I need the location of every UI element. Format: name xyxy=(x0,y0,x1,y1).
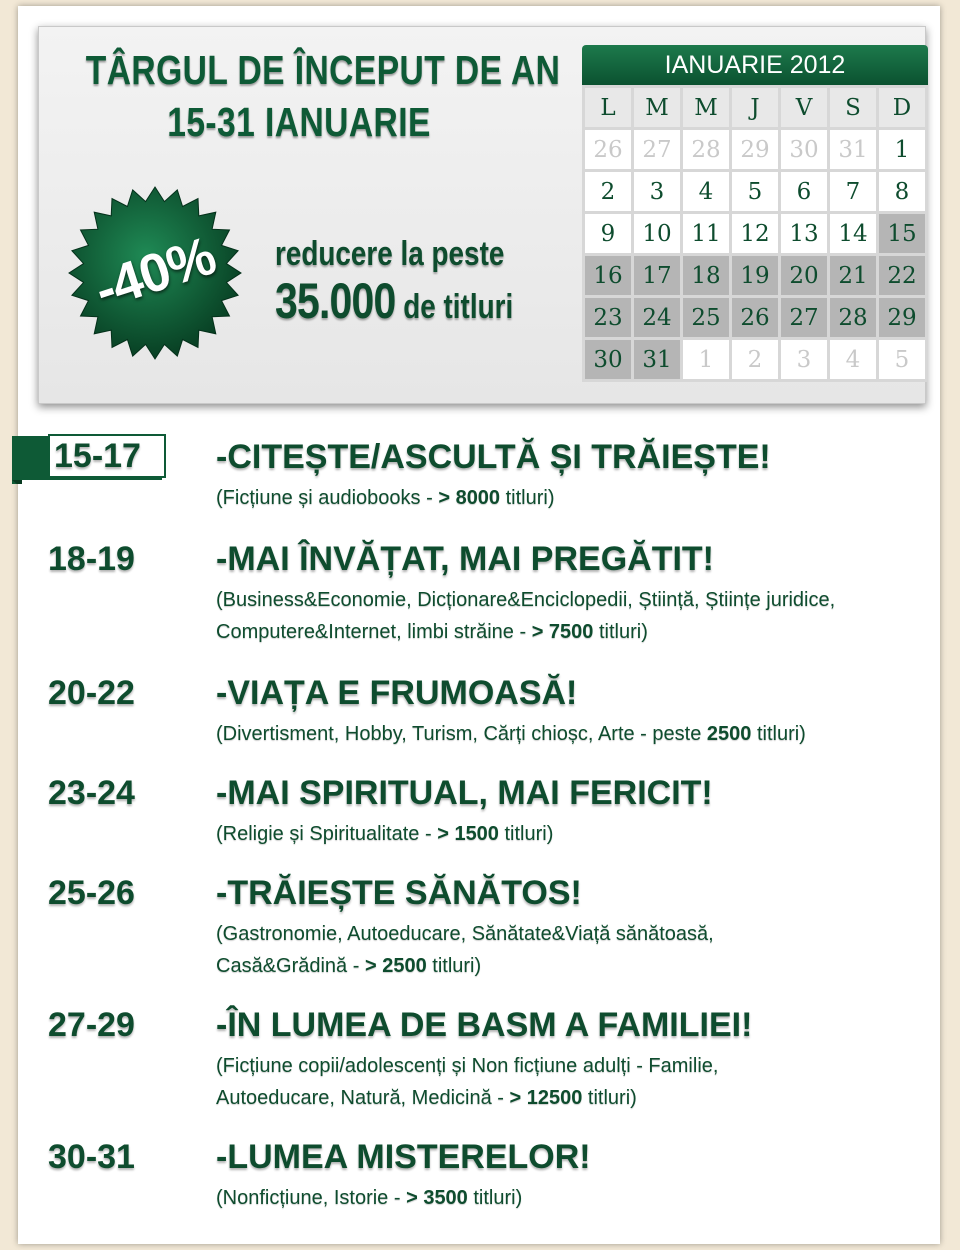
event-description-line xyxy=(216,584,934,616)
calendar-day: 31 xyxy=(830,130,876,169)
calendar-day: 24 xyxy=(634,298,680,337)
calendar-day: 15 xyxy=(879,214,925,253)
event-title: -MAI ÎNVĂȚAT, MAI PREGĂTIT! xyxy=(216,540,714,578)
calendar-day: 28 xyxy=(830,298,876,337)
event-description-line xyxy=(216,1182,934,1214)
calendar-day: 17 xyxy=(634,256,680,295)
event-date-range: 27-29 xyxy=(48,1006,135,1044)
discount-badge-text: -40% xyxy=(87,225,223,321)
calendar-day: 27 xyxy=(634,130,680,169)
description-text: Autoeducare, Natură, Medicină - xyxy=(216,1087,510,1109)
calendar-weekday-header: D xyxy=(879,88,925,127)
description-text: (Business&Economie, Dicționare&Enciclopedii, Știință, Științe juridice, xyxy=(216,589,836,611)
event-title: -LUMEA MISTERELOR! xyxy=(216,1138,591,1176)
titles-count: > 2500 xyxy=(364,955,427,977)
calendar-day: 19 xyxy=(732,256,778,295)
description-text: Casă&Grădină - xyxy=(216,955,365,977)
event-date-range: 20-22 xyxy=(48,674,135,712)
event-description-line xyxy=(216,482,934,514)
description-text: (Ficțiune copii/adolescenți și Non ficțiune adulți - Familie, xyxy=(216,1055,719,1077)
description-text: (Ficțiune și audiobooks - xyxy=(216,487,439,509)
calendar-day: 18 xyxy=(683,256,729,295)
event-description-line xyxy=(216,950,934,982)
description-text: titluri) xyxy=(751,723,806,745)
calendar-day: 12 xyxy=(732,214,778,253)
titles-count: > 12500 xyxy=(509,1087,583,1109)
description-text: (Gastronomie, Autoeducare, Sănătate&Viață sănătoasă, xyxy=(216,923,714,945)
event-date-range: 18-19 xyxy=(48,540,135,578)
discount-titles-line xyxy=(275,272,521,330)
calendar-day: 23 xyxy=(585,298,631,337)
calendar-weekday-header: V xyxy=(781,88,827,127)
calendar-weekday-header: S xyxy=(830,88,876,127)
event-title: -MAI SPIRITUAL, MAI FERICIT! xyxy=(216,774,713,812)
event-description-line xyxy=(216,918,934,950)
description-text: titluri) xyxy=(582,1087,637,1109)
calendar-day: 13 xyxy=(781,214,827,253)
calendar-day: 29 xyxy=(879,298,925,337)
calendar-day: 26 xyxy=(585,130,631,169)
calendar-day: 22 xyxy=(879,256,925,295)
calendar-month-title: IANUARIE 2012 xyxy=(582,45,928,85)
event-description-line xyxy=(216,718,934,750)
calendar-day: 21 xyxy=(830,256,876,295)
event-title: -TRĂIEȘTE SĂNĂTOS! xyxy=(216,874,582,912)
description-text: (Nonficțiune, Istorie - xyxy=(216,1187,407,1209)
discount-line: reducere la peste xyxy=(275,235,505,273)
event-description xyxy=(216,1050,934,1114)
titles-count: > 8000 xyxy=(438,487,501,509)
description-text: titluri) xyxy=(426,955,482,977)
calendar-day: 5 xyxy=(879,340,925,379)
calendar-day: 4 xyxy=(683,172,729,211)
titles-suffix: de titluri xyxy=(403,288,514,326)
calendar-day: 3 xyxy=(634,172,680,211)
calendar-day: 4 xyxy=(830,340,876,379)
event-description xyxy=(216,1182,934,1214)
event-date-range: 30-31 xyxy=(48,1138,135,1176)
promo-banner xyxy=(38,26,926,404)
event-description xyxy=(216,482,934,514)
event-title: -VIAȚA E FRUMOASĂ! xyxy=(216,674,578,712)
calendar-day: 29 xyxy=(732,130,778,169)
calendar-day: 6 xyxy=(781,172,827,211)
titles-count: > 1500 xyxy=(437,823,499,845)
description-text: titluri) xyxy=(500,487,555,509)
calendar-day: 1 xyxy=(879,130,925,169)
calendar-weekday-header: L xyxy=(585,88,631,127)
titles-count: > 7500 xyxy=(531,621,594,643)
banner-date-range: 15-31 IANUARIE xyxy=(167,99,431,145)
calendar-day: 1 xyxy=(683,340,729,379)
calendar-day: 20 xyxy=(781,256,827,295)
calendar-day: 10 xyxy=(634,214,680,253)
calendar-day: 28 xyxy=(683,130,729,169)
event-date-range: 25-26 xyxy=(48,874,135,912)
calendar-day: 2 xyxy=(732,340,778,379)
description-text: Computere&Internet, limbi străine - xyxy=(216,621,532,643)
calendar-weekday-header: J xyxy=(732,88,778,127)
event-date-range: 15-17 xyxy=(48,434,166,478)
event-date-range: 23-24 xyxy=(48,774,135,812)
banner-title: TÂRGUL DE ÎNCEPUT DE AN xyxy=(85,47,561,93)
event-description xyxy=(216,918,934,982)
discount-description xyxy=(275,235,575,330)
event-description xyxy=(216,818,934,850)
description-text: (Divertisment, Hobby, Turism, Cărți chioșc, Arte - peste xyxy=(216,723,707,745)
calendar-day: 11 xyxy=(683,214,729,253)
calendar-day: 2 xyxy=(585,172,631,211)
titles-count: 35.000 xyxy=(275,273,396,329)
calendar-weekday-header: M xyxy=(634,88,680,127)
calendar-day: 30 xyxy=(585,340,631,379)
calendar-day: 7 xyxy=(830,172,876,211)
event-description-line xyxy=(216,1082,934,1114)
calendar-day: 31 xyxy=(634,340,680,379)
calendar-day: 27 xyxy=(781,298,827,337)
description-text: (Religie și Spiritualitate - xyxy=(216,823,438,845)
calendar-grid xyxy=(582,85,928,382)
event-description-line xyxy=(216,818,934,850)
titles-count: > 3500 xyxy=(406,1187,468,1209)
event-description xyxy=(216,718,934,750)
calendar-day: 3 xyxy=(781,340,827,379)
calendar-day: 8 xyxy=(879,172,925,211)
titles-count: 2500 xyxy=(706,723,752,745)
calendar xyxy=(582,45,928,382)
calendar-day: 14 xyxy=(830,214,876,253)
calendar-day: 26 xyxy=(732,298,778,337)
description-text: titluri) xyxy=(593,621,648,643)
event-description xyxy=(216,584,934,648)
calendar-weekday-header: M xyxy=(683,88,729,127)
calendar-day: 5 xyxy=(732,172,778,211)
description-text: titluri) xyxy=(467,1187,523,1209)
event-description-line xyxy=(216,1050,934,1082)
event-title: -CITEȘTE/ASCULTĂ ȘI TRĂIEȘTE! xyxy=(216,438,771,476)
calendar-day: 9 xyxy=(585,214,631,253)
event-description-line xyxy=(216,616,934,648)
event-title: -ÎN LUMEA DE BASM A FAMILIEI! xyxy=(216,1006,753,1044)
calendar-day: 16 xyxy=(585,256,631,295)
description-text: titluri) xyxy=(498,823,554,845)
page-container xyxy=(18,6,940,1244)
calendar-day: 25 xyxy=(683,298,729,337)
calendar-day: 30 xyxy=(781,130,827,169)
